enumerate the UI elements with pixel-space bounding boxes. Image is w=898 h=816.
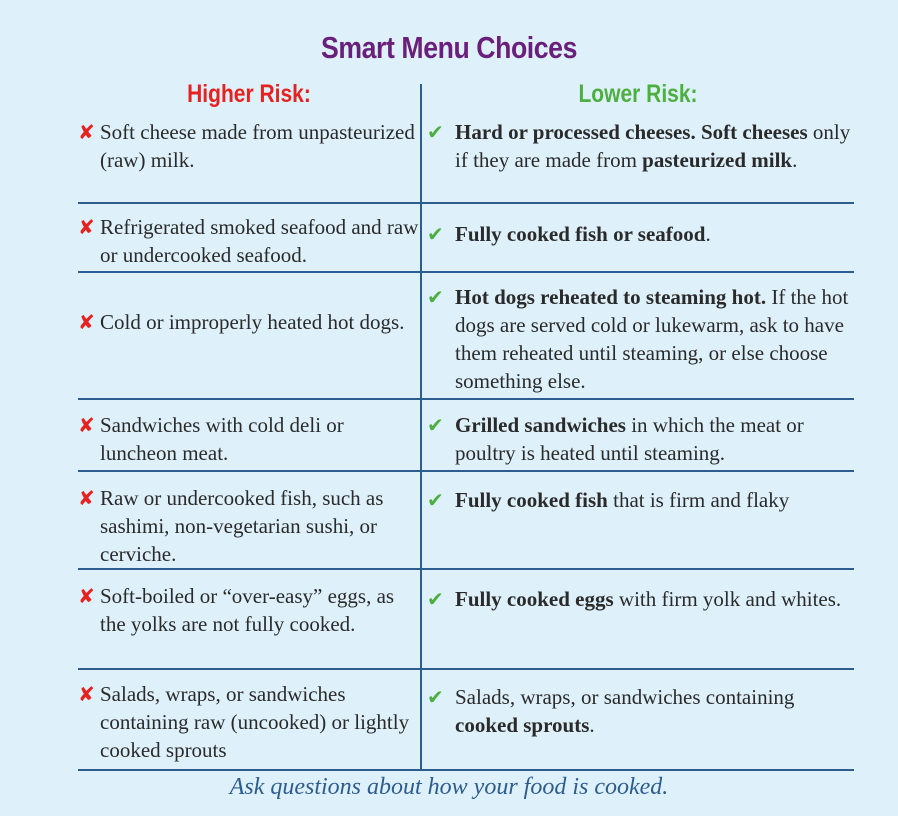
higher-risk-item: ✘ Cold or improperly heated hot dogs. — [78, 310, 405, 334]
higher-risk-item: ✘ Soft cheese made from unpasteurized (raw) milk. — [78, 120, 415, 172]
row-divider — [78, 202, 854, 204]
higher-risk-item: ✘ Soft-boiled or “over-easy” eggs, as the yolks are not fully cooked. — [78, 584, 395, 636]
x-mark-icon: ✘ — [78, 310, 95, 334]
row-divider — [78, 470, 854, 472]
page-title: Smart Menu Choices — [321, 30, 577, 65]
lower-risk-item: ✔ Grilled sandwiches in which the meat or poultry is heated until steaming. — [427, 413, 804, 465]
higher-risk-item: ✘ Salads, wraps, or sandwiches containing raw (uncooked) or lightly cooked sprouts — [78, 682, 410, 762]
row-divider — [78, 398, 854, 400]
row-divider — [78, 271, 854, 273]
higher-risk-item: ✘ Raw or undercooked fish, such as sashimi, non-vegetarian sushi, or cerviche. — [78, 486, 384, 566]
higher-risk-header: Higher Risk: — [187, 80, 311, 108]
footer-note: Ask questions about how your food is cooked. — [229, 774, 669, 800]
check-mark-icon: ✔ — [427, 488, 444, 512]
lower-risk-item: ✔ Fully cooked fish that is firm and flaky — [427, 488, 790, 512]
x-mark-icon: ✘ — [78, 215, 95, 239]
check-mark-icon: ✔ — [427, 685, 444, 709]
lower-risk-item: ✔ Fully cooked fish or seafood. — [427, 222, 711, 246]
check-mark-icon: ✔ — [427, 222, 444, 246]
higher-risk-item: ✘ Sandwiches with cold deli or luncheon meat. — [78, 413, 344, 465]
x-mark-icon: ✘ — [78, 486, 95, 510]
row-divider — [78, 568, 854, 570]
check-mark-icon: ✔ — [427, 120, 444, 144]
lower-risk-item: ✔ Hard or processed cheeses. Soft cheeses only if they are made from pasteurized milk. — [427, 120, 851, 172]
lower-risk-item: ✔ Hot dogs reheated to steaming hot. If the hot dogs are served cold or lukewarm, ask to have them reheated until steaming, or else choose something else. — [427, 285, 849, 393]
check-mark-icon: ✔ — [427, 587, 444, 611]
x-mark-icon: ✘ — [78, 584, 95, 608]
x-mark-icon: ✘ — [78, 413, 95, 437]
lower-risk-item: ✔ Fully cooked eggs with firm yolk and whites. — [427, 587, 842, 611]
row-divider — [78, 769, 854, 771]
check-mark-icon: ✔ — [427, 413, 444, 437]
row-divider — [78, 668, 854, 670]
lower-risk-header: Lower Risk: — [578, 80, 698, 108]
check-mark-icon: ✔ — [427, 285, 444, 309]
x-mark-icon: ✘ — [78, 120, 95, 144]
lower-risk-item: ✔ Salads, wraps, or sandwiches containing cooked sprouts. — [427, 685, 795, 737]
higher-risk-item: ✘ Refrigerated smoked seafood and raw or undercooked seafood. — [78, 215, 419, 267]
x-mark-icon: ✘ — [78, 682, 95, 706]
